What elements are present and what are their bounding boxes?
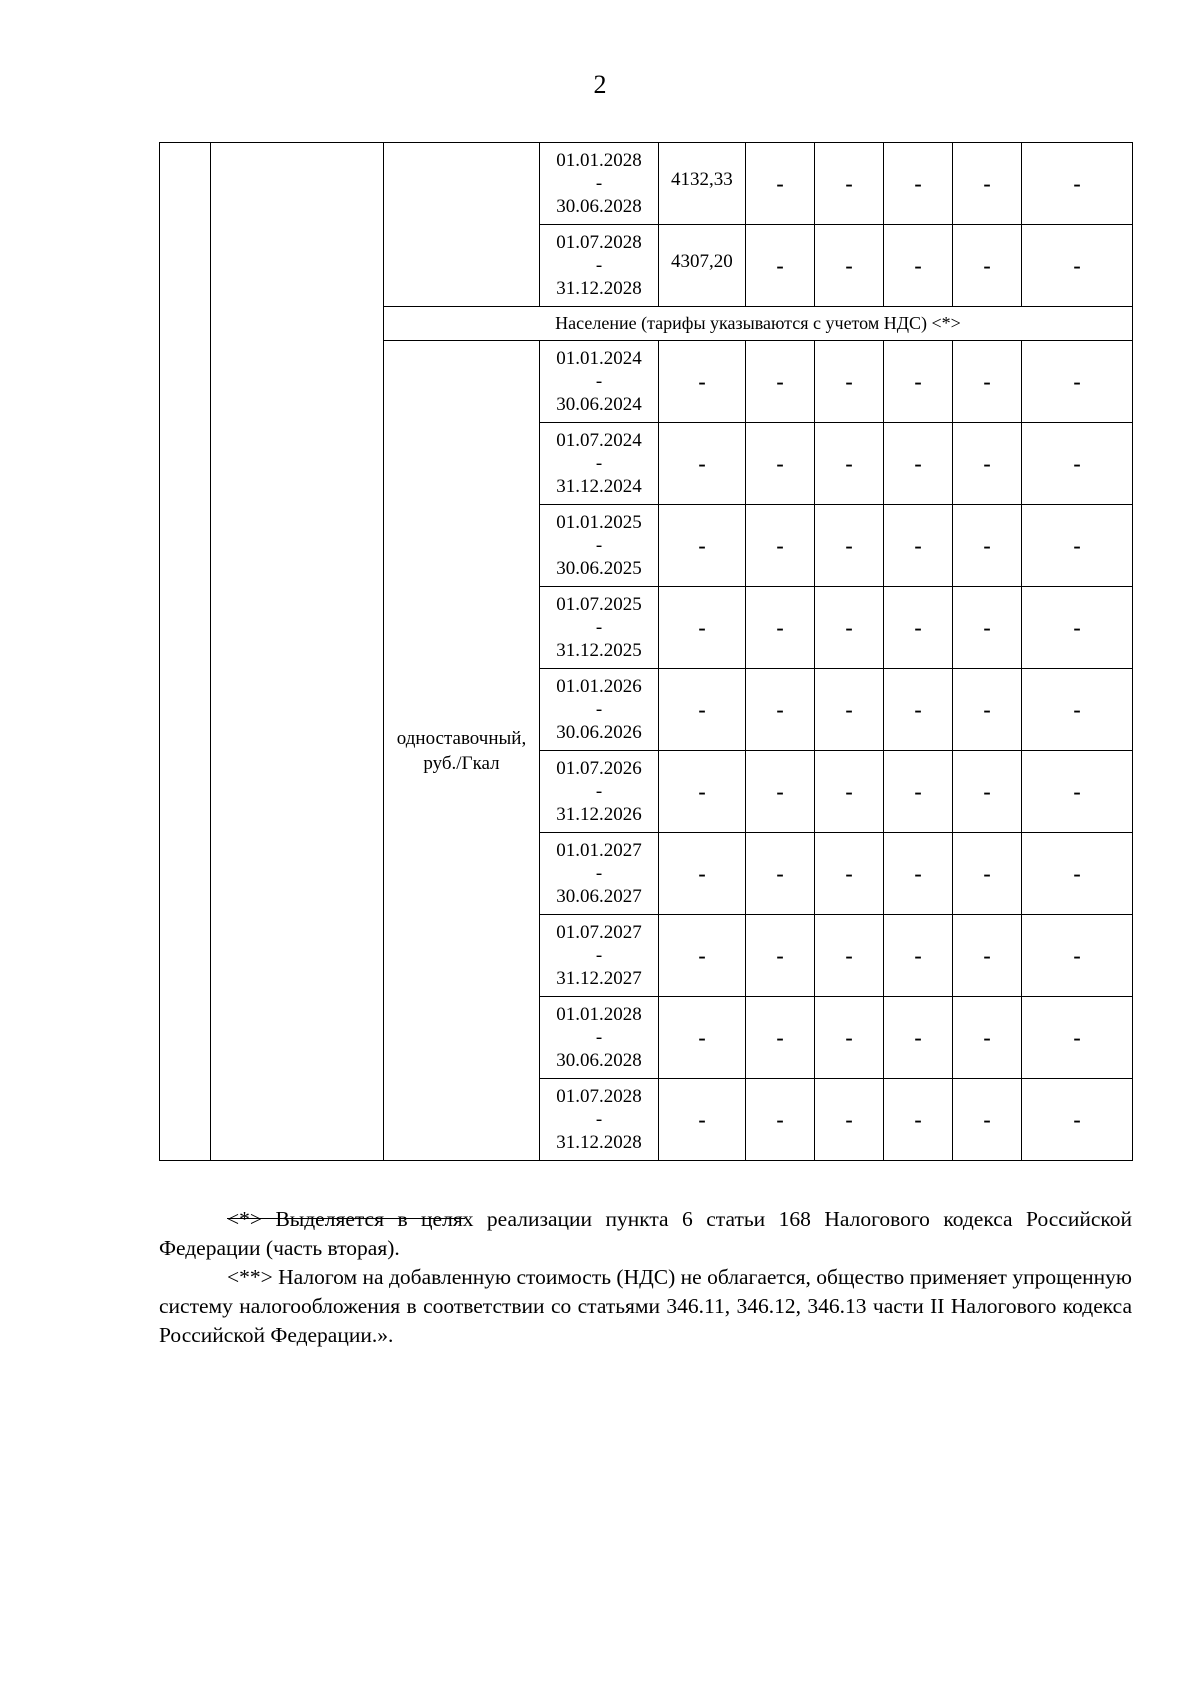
dash-cell: - xyxy=(815,751,884,833)
dash-cell: - xyxy=(746,833,815,915)
empty-cell-name xyxy=(211,143,384,1161)
dash-cell: - xyxy=(884,341,953,423)
dash-cell: - xyxy=(884,423,953,505)
dash-cell: - xyxy=(746,587,815,669)
dash-cell: - xyxy=(1022,341,1133,423)
dash-cell: - xyxy=(1022,587,1133,669)
dash-cell: - xyxy=(815,587,884,669)
dash-cell: - xyxy=(953,669,1022,751)
dash-cell: - xyxy=(815,143,884,225)
period-separator: - xyxy=(595,617,603,638)
dash-cell: - xyxy=(884,833,953,915)
dash-cell: - xyxy=(953,587,1022,669)
period-separator: - xyxy=(595,371,603,392)
period-end: 31.12.2028 xyxy=(556,278,642,299)
period-start: 01.01.2027 xyxy=(556,840,642,861)
period-start: 01.07.2024 xyxy=(556,430,642,451)
dash-cell: - xyxy=(1022,751,1133,833)
period-start: 01.01.2024 xyxy=(556,348,642,369)
period-start: 01.01.2026 xyxy=(556,676,642,697)
dash-cell: - xyxy=(884,225,953,307)
period-end: 30.06.2025 xyxy=(556,558,642,579)
dash-cell: - xyxy=(659,997,746,1079)
dash-cell: - xyxy=(884,997,953,1079)
dash-cell: - xyxy=(884,669,953,751)
period-start: 01.01.2025 xyxy=(556,512,642,533)
period-start: 01.01.2028 xyxy=(556,1004,642,1025)
dash-cell: - xyxy=(1022,997,1133,1079)
period-end: 30.06.2024 xyxy=(556,394,642,415)
dash-cell: - xyxy=(746,997,815,1079)
period-end: 31.12.2028 xyxy=(556,1132,642,1153)
period-cell xyxy=(540,423,659,505)
period-separator: - xyxy=(595,699,603,720)
period-separator: - xyxy=(595,173,603,194)
dash-cell: - xyxy=(953,423,1022,505)
period-separator: - xyxy=(595,453,603,474)
dash-cell: - xyxy=(815,833,884,915)
table-row xyxy=(160,143,1133,225)
dash-cell: - xyxy=(746,225,815,307)
period-start: 01.07.2025 xyxy=(556,594,642,615)
dash-cell: - xyxy=(1022,423,1133,505)
period-end: 30.06.2026 xyxy=(556,722,642,743)
dash-cell: - xyxy=(884,587,953,669)
dash-cell: - xyxy=(659,423,746,505)
period-separator: - xyxy=(595,1109,603,1130)
dash-cell: - xyxy=(659,833,746,915)
dash-cell: - xyxy=(746,751,815,833)
dash-cell: - xyxy=(953,225,1022,307)
dash-cell: - xyxy=(1022,143,1133,225)
dash-cell: - xyxy=(1022,833,1133,915)
period-cell xyxy=(540,341,659,423)
period-cell xyxy=(540,833,659,915)
dash-cell: - xyxy=(815,915,884,997)
dash-cell: - xyxy=(953,143,1022,225)
page-number: 2 xyxy=(593,70,607,99)
empty-cell-unit xyxy=(384,143,540,307)
dash-cell: - xyxy=(884,1079,953,1161)
period-separator: - xyxy=(595,535,603,556)
period-start: 01.07.2028 xyxy=(556,1086,642,1107)
dash-cell: - xyxy=(746,1079,815,1161)
dash-cell: - xyxy=(953,833,1022,915)
period-cell xyxy=(540,505,659,587)
period-cell xyxy=(540,915,659,997)
dash-cell: - xyxy=(953,915,1022,997)
footnote-1: <*> Выделяется в целях реализации пункта 6 статьи 168 Налогового кодекса Российской Федерации (часть вторая). xyxy=(159,1207,1132,1260)
tariff-value: 4307,20 xyxy=(659,225,746,307)
period-start: 01.07.2028 xyxy=(556,232,642,253)
period-end: 30.06.2027 xyxy=(556,886,642,907)
tariff-value: 4132,33 xyxy=(659,143,746,225)
dash-cell: - xyxy=(953,1079,1022,1161)
period-start: 01.07.2027 xyxy=(556,922,642,943)
dash-cell: - xyxy=(746,505,815,587)
dash-cell: - xyxy=(815,1079,884,1161)
dash-cell: - xyxy=(815,505,884,587)
dash-cell: - xyxy=(884,915,953,997)
period-end: 31.12.2026 xyxy=(556,804,642,825)
period-separator: - xyxy=(595,945,603,966)
dash-cell: - xyxy=(1022,225,1133,307)
dash-cell: - xyxy=(1022,915,1133,997)
period-cell xyxy=(540,143,659,225)
dash-cell: - xyxy=(953,505,1022,587)
period-start: 01.07.2026 xyxy=(556,758,642,779)
dash-cell: - xyxy=(815,225,884,307)
dash-cell: - xyxy=(953,751,1022,833)
dash-cell: - xyxy=(746,915,815,997)
dash-cell: - xyxy=(815,669,884,751)
footnotes xyxy=(159,1205,1132,1350)
period-end: 31.12.2024 xyxy=(556,476,642,497)
period-start: 01.01.2028 xyxy=(556,150,642,171)
dash-cell: - xyxy=(659,505,746,587)
empty-cell-number xyxy=(160,143,211,1161)
period-end: 31.12.2027 xyxy=(556,968,642,989)
dash-cell: - xyxy=(1022,505,1133,587)
period-cell xyxy=(540,751,659,833)
dash-cell: - xyxy=(659,341,746,423)
dash-cell: - xyxy=(815,423,884,505)
period-end: 30.06.2028 xyxy=(556,1050,642,1071)
dash-cell: - xyxy=(884,505,953,587)
period-cell xyxy=(540,225,659,307)
dash-cell: - xyxy=(659,751,746,833)
dash-cell: - xyxy=(746,143,815,225)
period-cell xyxy=(540,587,659,669)
footnote-2: <**> Налогом на добавленную стоимость (НДС) не облагается, общество применяет упрощенную систему налогообложения в соответствии со статьями 346.11, 346.12, 346.13 части II Налогового кодекса Российской Федерации.». xyxy=(159,1265,1132,1347)
dash-cell: - xyxy=(746,423,815,505)
unit-label: одноставочный, руб./Гкал xyxy=(384,341,540,1161)
period-separator: - xyxy=(595,255,603,276)
period-end: 30.06.2028 xyxy=(556,196,642,217)
period-cell xyxy=(540,997,659,1079)
period-separator: - xyxy=(595,1027,603,1048)
period-separator: - xyxy=(595,863,603,884)
tariff-table xyxy=(159,142,1133,1161)
dash-cell: - xyxy=(746,341,815,423)
dash-cell: - xyxy=(659,1079,746,1161)
dash-cell: - xyxy=(953,997,1022,1079)
dash-cell: - xyxy=(1022,1079,1133,1161)
dash-cell: - xyxy=(815,997,884,1079)
period-cell xyxy=(540,669,659,751)
dash-cell: - xyxy=(815,341,884,423)
dash-cell: - xyxy=(659,915,746,997)
dash-cell: - xyxy=(884,143,953,225)
dash-cell: - xyxy=(884,751,953,833)
section-header: Население (тарифы указываются с учетом НДС) <*> xyxy=(384,307,1133,341)
dash-cell: - xyxy=(659,669,746,751)
dash-cell: - xyxy=(1022,669,1133,751)
period-separator: - xyxy=(595,781,603,802)
dash-cell: - xyxy=(953,341,1022,423)
dash-cell: - xyxy=(659,587,746,669)
dash-cell: - xyxy=(746,669,815,751)
period-end: 31.12.2025 xyxy=(556,640,642,661)
period-cell xyxy=(540,1079,659,1161)
